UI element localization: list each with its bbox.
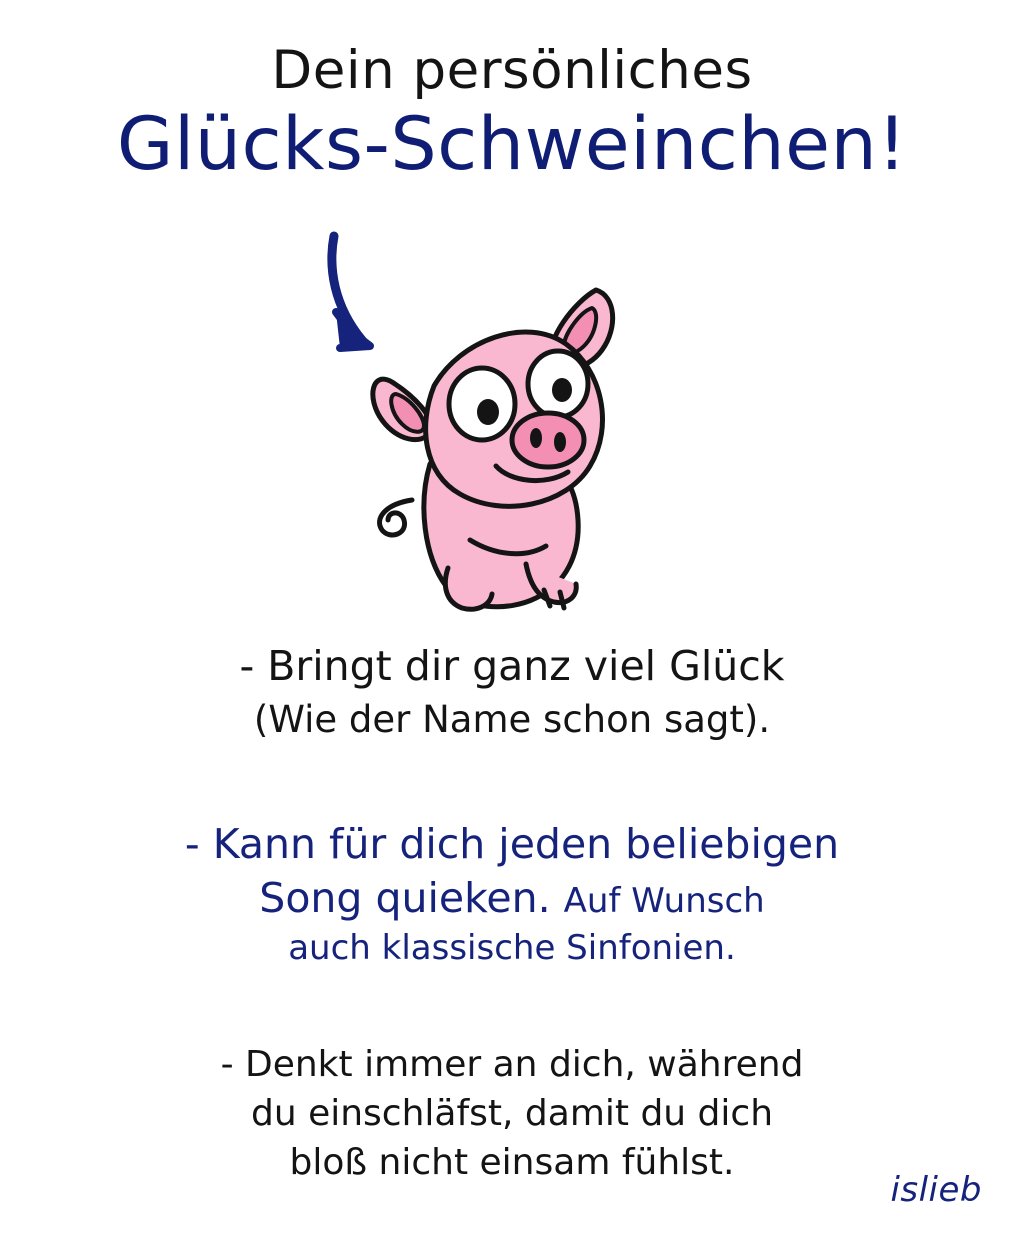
headline-top-line: Dein persönliches: [271, 40, 753, 101]
pig-illustration: [330, 268, 670, 628]
bullet-song-line-1: - Kann für dich jeden beliebigen: [184, 820, 840, 868]
pig-nostril-right: [554, 432, 566, 452]
bullet-thinking-line-2: du einschläfst, damit du dich: [250, 1093, 774, 1135]
pig-right-pupil: [552, 378, 572, 402]
pig-nostril-left: [530, 428, 542, 448]
bullet-luck-line-2: (Wie der Name schon sagt).: [253, 698, 771, 742]
bullet-song-line-2b: Auf Wunsch: [563, 881, 765, 922]
bullet-song-line-3: auch klassische Sinfonien.: [288, 927, 736, 968]
bullet-luck-line-1: - Bringt dir ganz viel Glück: [239, 642, 785, 690]
pig-tail: [380, 500, 412, 535]
bullet-luck: [0, 640, 1024, 744]
bullet-song-line-2: [0, 872, 1024, 924]
headline-main-line: Glücks-Schweinchen!: [116, 102, 908, 188]
headline-block: [0, 42, 1024, 186]
bullet-thinking-line-3: bloß nicht einsam fühlst.: [289, 1142, 735, 1184]
bullet-thinking-line-1: - Denkt immer an dich, während: [220, 1044, 804, 1085]
artist-signature: islieb: [890, 1170, 982, 1210]
pig-snout: [512, 413, 584, 467]
bullet-song-line-2a: Song quieken.: [259, 874, 551, 923]
bullet-song: [0, 818, 1024, 970]
bullet-thinking: [0, 1042, 1024, 1186]
pig-left-pupil: [477, 399, 499, 425]
